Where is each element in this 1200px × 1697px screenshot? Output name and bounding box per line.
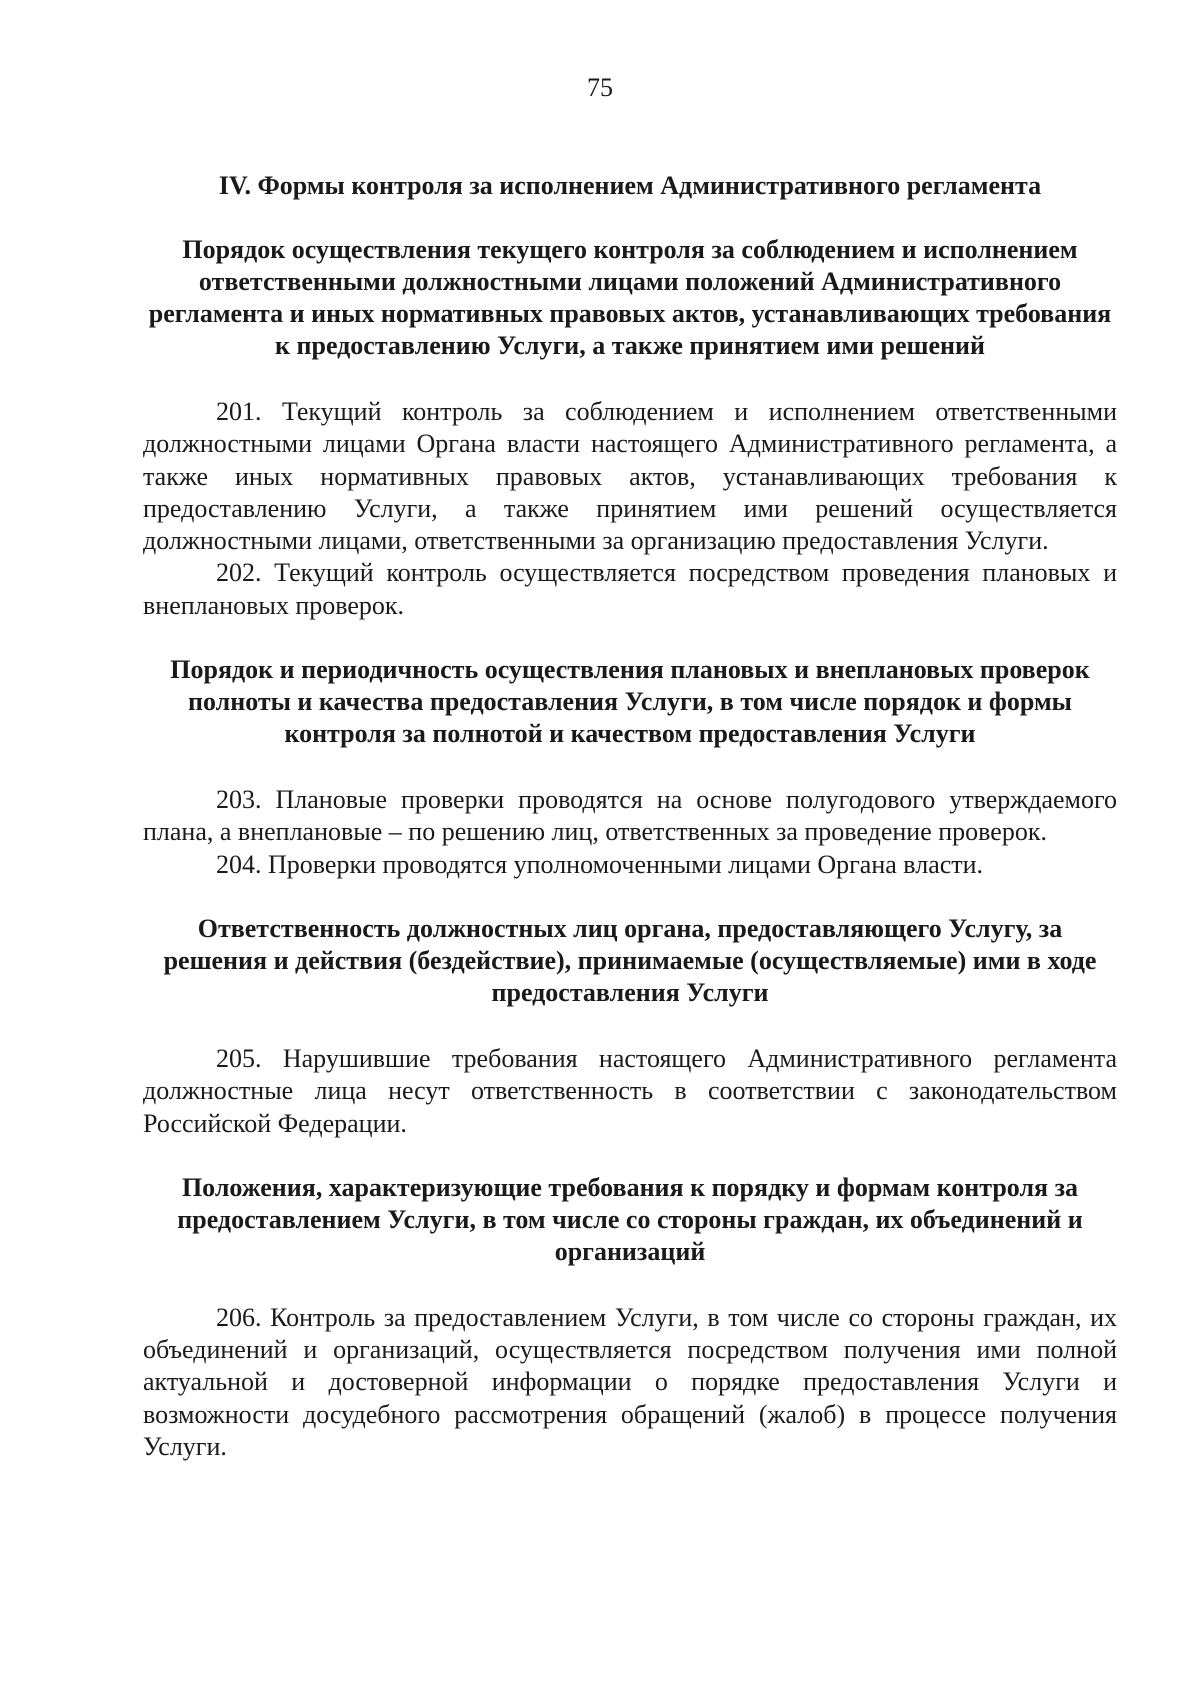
chapter-title: IV. Формы контроля за исполнением Административного регламента [218, 171, 1042, 200]
paragraph-203: 203. Плановые проверки проводятся на основе полугодового утверждаемого плана, а внеплановые – по решению лиц, ответственных за проведение проверок. [143, 785, 1117, 847]
paragraph-206: 206. Контроль за предоставлением Услуги, в том числе со стороны граждан, их объединений и организаций, осуществляется посредством получения ими полной актуальной и достоверной информации о порядке предоставления Услуги и возможности досудебного рассмотрения обращений (жалоб) в процессе получения Услуги. [143, 1302, 1117, 1462]
section-paragraphs [143, 784, 1117, 881]
section-paragraphs [143, 1302, 1117, 1463]
page-number: 75 [587, 73, 613, 102]
section-title: Порядок осуществления текущего контроля за соблюдением и исполнением ответственными должностными лицами положений Административного регламента и иных нормативных правовых актов, устанавливающих требования к предоставлению Услуги, а также принятием ими решений [148, 235, 1112, 360]
section-title: Ответственность должностных лиц органа, предоставляющего Услугу, за решения и действия (бездействие), принимаемые (осуществляемые) ими в ходе предоставления Услуги [163, 913, 1097, 1007]
paragraph-205: 205. Нарушившие требования настоящего Административного регламента должностные лица несут ответственность в соответствии с законодательством Российской Федерации. [143, 1043, 1117, 1138]
section-title: Порядок и периодичность осуществления плановых и внеплановых проверок полноты и качества предоставления Услуги, в том числе порядок и формы контроля за полнотой и качеством предоставления Услуги [170, 655, 1090, 749]
paragraph-201: 201. Текущий контроль за соблюдением и исполнением ответственными должностными лицами Органа власти настоящего Административного регламента, а также иных нормативных правовых актов, устанавливающих требования к предоставлению Услуги, а также принятием ими решений осуществляется должностными лицами, ответственными за организацию предоставления Услуги. [143, 397, 1117, 556]
paragraph-202: 202. Текущий контроль осуществляется посредством проведения плановых и внеплановых проверок. [143, 558, 1117, 620]
document-body [143, 170, 1117, 1495]
section-title: Положения, характеризующие требования к порядку и формам контроля за предоставлением Услуги, в том числе со стороны граждан, их объединений и организаций [177, 1172, 1083, 1266]
section-paragraphs [143, 1043, 1117, 1140]
paragraph-204: 204. Проверки проводятся уполномоченными лицами Органа власти. [216, 849, 984, 879]
section-paragraphs [143, 396, 1117, 622]
